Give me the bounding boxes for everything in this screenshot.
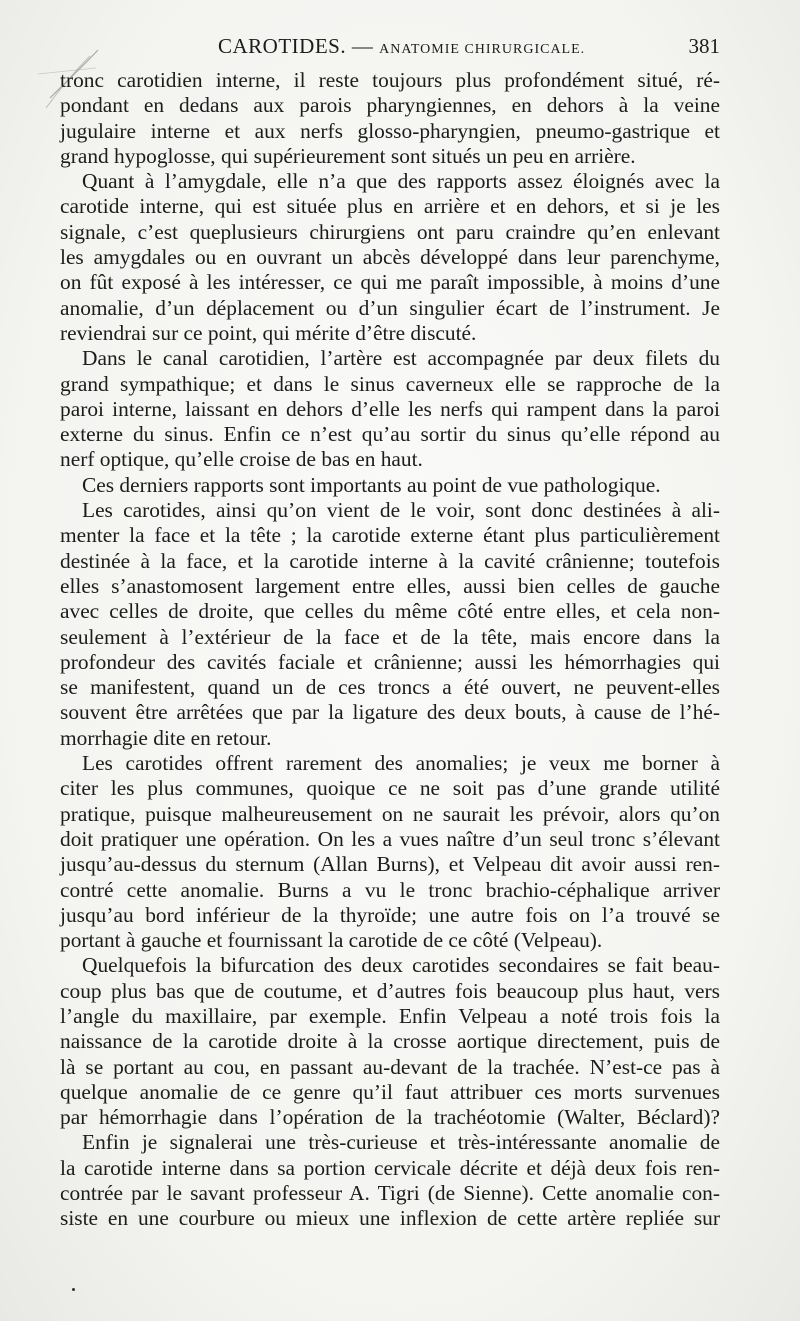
text-line: Quant à l’amygdale, elle n’a que des rapports assez éloignés avec la bbox=[82, 169, 720, 194]
running-title bbox=[218, 34, 585, 59]
running-title-main: CAROTIDES. bbox=[218, 34, 347, 58]
ink-speck bbox=[72, 1288, 75, 1291]
text-line: signale, c’est queplusieurs chirurgiens ont paru craindre qu’en enlevant bbox=[60, 219, 720, 244]
text-line: on fût exposé à les intéresser, ce qui me paraît impossible, à moins d’une bbox=[60, 270, 720, 295]
text-line: Dans le canal carotidien, l’artère est accompagnée par deux filets du bbox=[82, 346, 720, 371]
running-head bbox=[60, 34, 720, 62]
text-line: grand sympathique; et dans le sinus caverneux elle se rapproche de la bbox=[60, 371, 720, 396]
text-line: jusqu’au-dessus du sternum (Allan Burns), et Velpeau dit avoir aussi ren- bbox=[60, 852, 720, 877]
text-line: elles s’anastomosent largement entre elles, aussi bien celles de gauche bbox=[60, 573, 720, 598]
text-line: Quelquefois la bifurcation des deux carotides secondaires se fait beau- bbox=[82, 953, 720, 978]
text-line: avec celles de droite, que celles du même côté entre elles, et cela non- bbox=[60, 599, 720, 624]
text-line: seulement à l’extérieur de la face et de la tête, mais encore dans la bbox=[60, 624, 720, 649]
text-line: citer les plus communes, quoique ce ne soit pas d’une grande utilité bbox=[60, 776, 720, 801]
text-line: quelque anomalie de ce genre qu’il faut attribuer ces morts survenues bbox=[60, 1079, 720, 1104]
text-line: jugulaire interne et aux nerfs glosso-pharyngien, pneumo-gastrique et bbox=[60, 118, 720, 143]
running-title-sub: ANATOMIE CHIRURGICALE. bbox=[379, 42, 586, 57]
text-line: Les carotides, ainsi qu’on vient de le voir, sont donc destinées à ali- bbox=[82, 498, 720, 523]
text-line: se manifestent, quand un de ces troncs a été ouvert, ne peuvent-elles bbox=[60, 675, 720, 700]
text-line: jusqu’au bord inférieur de la thyroïde; une autre fois on l’a trouvé se bbox=[60, 902, 720, 927]
text-line: grand hypoglosse, qui supérieurement sont situés un peu en arrière. bbox=[60, 143, 636, 168]
text-line: menter la face et la tête ; la carotide externe étant plus particulièrement bbox=[60, 523, 720, 548]
text-line: Enfin je signalerai une très-curieuse et très-intéressante anomalie de bbox=[82, 1130, 720, 1155]
text-line: portant à gauche et fournissant la carotide de ce côté (Velpeau). bbox=[60, 928, 603, 953]
text-line: externe du sinus. Enfin ce n’est qu’au sortir du sinus qu’elle répond au bbox=[60, 422, 720, 447]
text-line: paroi interne, laissant en dehors d’elle les nerfs qui rampent dans la paroi bbox=[60, 396, 720, 421]
text-line: naissance de la carotide droite à la crosse aortique directement, puis de bbox=[60, 1029, 720, 1054]
text-line: Ces derniers rapports sont importants au point de vue pathologique. bbox=[82, 472, 661, 497]
text-line: l’angle du maxillaire, par exemple. Enfin Velpeau a noté trois fois la bbox=[60, 1003, 720, 1028]
text-line: destinée à la face, et la carotide interne à la cavité crânienne; toutefois bbox=[60, 548, 720, 573]
running-title-dash: — bbox=[351, 34, 374, 58]
text-line: nerf optique, qu’elle croise de bas en haut. bbox=[60, 447, 423, 472]
text-line: profondeur des cavités faciale et crânienne; aussi les hémorrhagies qui bbox=[60, 649, 720, 674]
text-line: les amygdales ou en ouvrant un abcès développé dans leur parenchyme, bbox=[60, 245, 720, 270]
text-line: pratique, puisque malheureusement on ne saurait les prévoir, alors qu’on bbox=[60, 801, 720, 826]
text-line: coup plus bas que de coutume, et d’autres fois beaucoup plus haut, vers bbox=[60, 978, 720, 1003]
page-number: 381 bbox=[688, 34, 720, 58]
text-line: contré cette anomalie. Burns a vu le tronc brachio-céphalique arriver bbox=[60, 877, 720, 902]
text-line: reviendrai sur ce point, qui mérite d’être discuté. bbox=[60, 320, 477, 345]
text-line: par hémorrhagie dans l’opération de la trachéotomie (Walter, Béclard)? bbox=[60, 1105, 720, 1130]
text-line: là se portant au cou, en passant au-devant de la trachée. N’est-ce pas à bbox=[60, 1054, 720, 1079]
body-text bbox=[60, 68, 720, 1232]
text-line: doit pratiquer une opération. On les a vues naître d’un seul tronc s’élevant bbox=[60, 826, 720, 851]
text-line: contrée par le savant professeur A. Tigri (de Sienne). Cette anomalie con- bbox=[60, 1181, 720, 1206]
text-line: Les carotides offrent rarement des anomalies; je veux me borner à bbox=[82, 751, 720, 776]
text-line: morrhagie dite en retour. bbox=[60, 725, 272, 750]
text-line: anomalie, d’un déplacement ou d’un singulier écart de l’instrument. Je bbox=[60, 295, 720, 320]
text-line: pondant en dedans aux parois pharyngiennes, en dehors à la veine bbox=[60, 93, 720, 118]
text-line: carotide interne, qui est située plus en arrière et en dehors, et si je les bbox=[60, 194, 720, 219]
text-line: tronc carotidien interne, il reste toujours plus profondément situé, ré- bbox=[60, 68, 720, 92]
text-line: siste en une courbure ou mieux une inflexion de cette artère repliée sur bbox=[60, 1206, 720, 1231]
text-line: souvent être arrêtées que par la ligature des deux bouts, à cause de l’hé- bbox=[60, 700, 720, 725]
text-line: la carotide interne dans sa portion cervicale décrite et déjà deux fois ren- bbox=[60, 1155, 720, 1180]
